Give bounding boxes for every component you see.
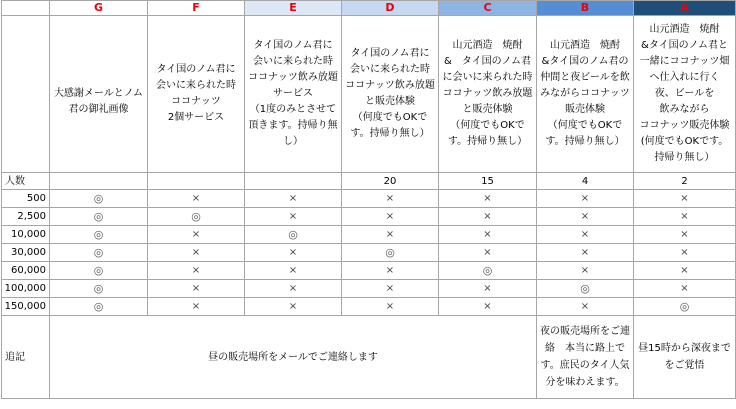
not-included-mark-e: ×	[245, 244, 342, 262]
headcount-b: 4	[537, 173, 634, 190]
not-included-mark-b: ×	[537, 208, 634, 226]
not-included-mark-e: ×	[245, 190, 342, 208]
column-letter-g: G	[50, 1, 148, 16]
not-included-mark-a: ×	[634, 208, 736, 226]
note-a-text: 昼15時から深夜まで をご覚悟	[638, 343, 731, 371]
note-gfedc: 昼の販売場所をメールでご連絡します	[50, 316, 537, 399]
amount-label: 2,500	[2, 208, 50, 226]
reward-desc-c	[439, 16, 537, 173]
included-mark-g: ◎	[50, 244, 148, 262]
not-included-mark-c: ×	[439, 298, 537, 316]
not-included-mark-a: ×	[634, 280, 736, 298]
included-mark-g: ◎	[50, 208, 148, 226]
reward-desc-text: 山元酒造 焼酎 &タイ国のノム君の 仲間と夜ビールを飲 みながらココナッツ 販売体験 （何度でもOKで す。持帰り無し）	[540, 40, 630, 147]
included-mark-b: ◎	[537, 280, 634, 298]
reward-desc-text: タイ国のノム君に 会いに来られた時 ココナッツ 2個サービス	[156, 64, 236, 123]
amount-label: 100,000	[2, 280, 50, 298]
reward-desc-b	[537, 16, 634, 173]
reward-desc-text: 山元酒造 焼酎 &タイ国のノム君と 一緒にココナッツ畑 へ仕入れに行く 夜、ビールを 飲みながら ココナッツ販売体験 (何度でもOKです。 持帰り無し）	[639, 24, 730, 163]
amount-row	[2, 190, 736, 208]
headcount-d: 20	[342, 173, 439, 190]
not-included-mark-c: ×	[439, 190, 537, 208]
not-included-mark-a: ×	[634, 226, 736, 244]
column-letter-d: D	[342, 1, 439, 16]
amount-row	[2, 280, 736, 298]
not-included-mark-a: ×	[634, 190, 736, 208]
headcount-a: 2	[634, 173, 736, 190]
corner-cell	[2, 1, 50, 16]
not-included-mark-a: ×	[634, 244, 736, 262]
included-mark-c: ◎	[439, 262, 537, 280]
amount-label: 150,000	[2, 298, 50, 316]
headcount-e	[245, 173, 342, 190]
not-included-mark-b: ×	[537, 226, 634, 244]
reward-tier-table	[1, 0, 736, 399]
column-letter-f: F	[148, 1, 245, 16]
included-mark-g: ◎	[50, 280, 148, 298]
not-included-mark-c: ×	[439, 226, 537, 244]
amount-label: 30,000	[2, 244, 50, 262]
not-included-mark-c: ×	[439, 280, 537, 298]
not-included-mark-b: ×	[537, 298, 634, 316]
included-mark-f: ◎	[148, 208, 245, 226]
reward-desc-text: タイ国のノム君に 会いに来られた時 ココナッツ飲み放題 サービス （1度のみとさせて 頂きます。持帰り無 し）	[248, 40, 338, 147]
not-included-mark-d: ×	[342, 226, 439, 244]
included-mark-d: ◎	[342, 244, 439, 262]
headcount-f	[148, 173, 245, 190]
not-included-mark-e: ×	[245, 280, 342, 298]
amount-label: 500	[2, 190, 50, 208]
not-included-mark-b: ×	[537, 244, 634, 262]
not-included-mark-b: ×	[537, 262, 634, 280]
headcount-g	[50, 173, 148, 190]
note-a	[634, 316, 736, 399]
note-label: 追記	[2, 316, 50, 399]
amount-row	[2, 262, 736, 280]
amount-label: 60,000	[2, 262, 50, 280]
not-included-mark-f: ×	[148, 190, 245, 208]
included-mark-e: ◎	[245, 226, 342, 244]
not-included-mark-d: ×	[342, 298, 439, 316]
not-included-mark-d: ×	[342, 208, 439, 226]
not-included-mark-d: ×	[342, 262, 439, 280]
amount-rows	[2, 190, 736, 316]
column-letter-b: B	[537, 1, 634, 16]
not-included-mark-f: ×	[148, 280, 245, 298]
not-included-mark-c: ×	[439, 208, 537, 226]
included-mark-g: ◎	[50, 298, 148, 316]
reward-desc-a	[634, 16, 736, 173]
amount-row	[2, 244, 736, 262]
reward-desc-text: タイ国のノム君に 会いに来られた時 ココナッツ飲み放題 と販売体験 （何度でもOKで す。持帰り無し）	[345, 48, 435, 139]
headcount-c: 15	[439, 173, 537, 190]
not-included-mark-f: ×	[148, 244, 245, 262]
not-included-mark-f: ×	[148, 226, 245, 244]
note-b	[537, 316, 634, 399]
description-label-cell	[2, 16, 50, 173]
not-included-mark-e: ×	[245, 298, 342, 316]
amount-label: 10,000	[2, 226, 50, 244]
included-mark-g: ◎	[50, 226, 148, 244]
reward-desc-text: 大感謝メールとノム 君の御礼画像	[53, 88, 144, 115]
included-mark-a: ◎	[634, 298, 736, 316]
reward-desc-d	[342, 16, 439, 173]
reward-desc-f	[148, 16, 245, 173]
not-included-mark-d: ×	[342, 190, 439, 208]
included-mark-g: ◎	[50, 262, 148, 280]
reward-desc-e	[245, 16, 342, 173]
note-row	[2, 316, 736, 399]
note-b-text: 夜の販売場所をご連 絡 本当に路上で す。庶民のタイ人気 分を味わえます。	[540, 326, 630, 388]
column-letter-e: E	[245, 1, 342, 16]
not-included-mark-b: ×	[537, 190, 634, 208]
not-included-mark-c: ×	[439, 244, 537, 262]
not-included-mark-e: ×	[245, 262, 342, 280]
included-mark-g: ◎	[50, 190, 148, 208]
headcount-label: 人数	[2, 173, 50, 190]
not-included-mark-e: ×	[245, 208, 342, 226]
headcount-row	[2, 173, 736, 190]
not-included-mark-f: ×	[148, 298, 245, 316]
amount-row	[2, 226, 736, 244]
reward-desc-text: 山元酒造 焼酎 & タイ国のノム君 に会いに来られた時 ココナッツ飲み放題 と販売体験 （何度でもOKで す。持帰り無し）	[442, 40, 533, 147]
not-included-mark-d: ×	[342, 280, 439, 298]
column-letter-c: C	[439, 1, 537, 16]
amount-row	[2, 298, 736, 316]
column-letter-a: A	[634, 1, 736, 16]
reward-description-row	[2, 16, 736, 173]
not-included-mark-a: ×	[634, 262, 736, 280]
not-included-mark-f: ×	[148, 262, 245, 280]
amount-row	[2, 208, 736, 226]
letter-header-row	[2, 1, 736, 16]
reward-desc-g	[50, 16, 148, 173]
